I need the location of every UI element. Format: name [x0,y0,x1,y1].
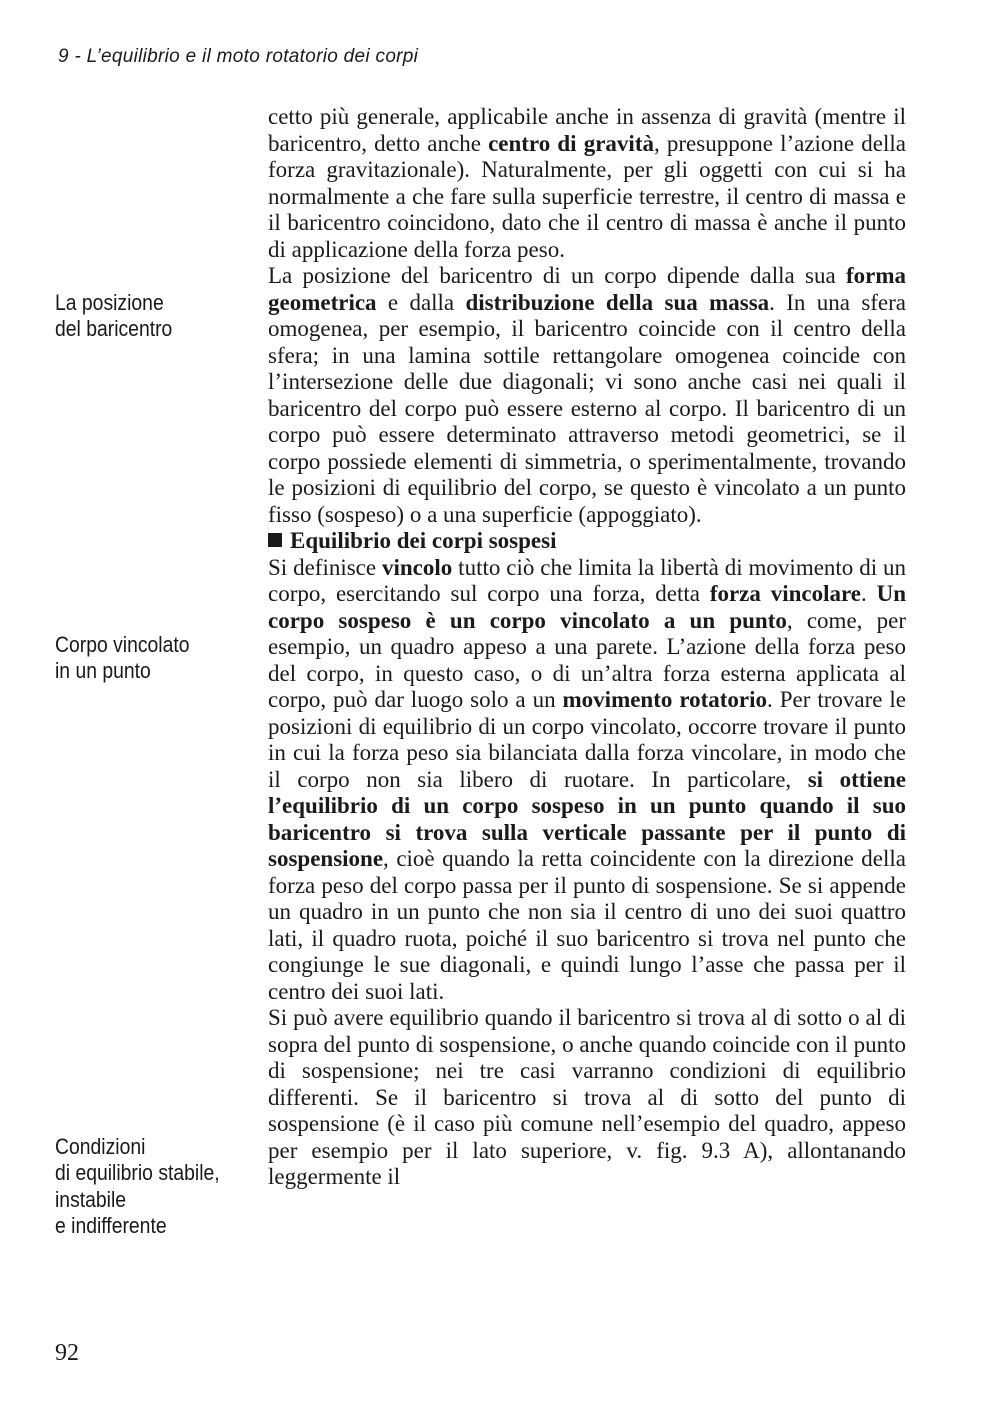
page-number: 92 [55,1340,79,1366]
margin-note-line: Condizioni [55,1134,146,1159]
paragraph-suspended: Si definisce vincolo tutto ciò che limita la libertà di movimento di un corpo, esercitando sul corpo una forza, detta forza vincolare. Un corpo sospeso è un corpo vincolato a un punto, come, per esempio, un quadro appeso a una parete. L’azione della forza peso del corpo, in questo caso, o di un’altra forza esterna applicata al corpo, può dar luogo solo a un movimento rotatorio. Per trovare le posizioni di equilibrio di un corpo vincolato, occorre trovare il punto in cui la forza peso sia bilanciata dalla forza vincolare, in modo che il corpo non sia libero di ruotare. In particolare, si ottiene l’equilibrio di un corpo sospeso in un punto quando il suo baricentro si trova sulla verticale passante per il punto di sospensione, cioè quando la retta coincidente con la direzione della forza peso del corpo passa per il punto di sospensione. Se si appende un quadro in un punto che non sia il centro di uno dei suoi quattro lati, il quadro ruota, poiché il suo baricentro si trova nel punto che congiunge le sue diagonali, e quindi lungo l’asse che passa per il centro dei suoi lati. [268,554,907,1004]
margin-note-line: di equilibrio stabile, [55,1160,220,1186]
section-heading: Equilibrio dei corpi sospesi [268,528,906,555]
square-bullet-icon [268,533,282,547]
running-header: 9 - L’equilibrio e il moto rotatorio dei corpi [58,46,419,67]
margin-note-line: La posizione [55,290,164,315]
margin-note-line: in un punto [55,658,151,684]
paragraph-position: La posizione del baricentro di un corpo dipende dalla sua forma geometrica e dalla distribuzione della sua massa. In una sfera omogenea, per esempio, il baricentro coincide con il centro della sfera; in una lamina sottile rettangolare omogenea coincide con l’intersezione delle due diagonali; vi sono anche casi nei quali il baricentro del corpo può essere esterno al corpo. Il baricentro di un corpo può essere determinato attraverso metodi geometrici, se il corpo possiede elementi di simmetria, o sperimentalmente, trovando le posizioni di equilibrio del corpo, se questo è vincolato a un punto fisso (sospeso) o a una superficie (appoggiato). [268,263,907,527]
margin-note-line: e indifferente [55,1213,167,1239]
paragraph-conditions: Si può avere equilibrio quando il baricentro si trova al di sotto o al di sopra del punto di sospensione, o anche quando coincide con il punto di sospensione; nei tre casi varranno condizioni di equilibrio differenti. Se il baricentro si trova al di sotto del punto di sospensione (è il caso più comune nell’esempio del quadro, appeso per esempio per il lato superiore, v. fig. 9.3 A), allontanando leggermente il [268,1005,906,1189]
margin-note-line: instabile [55,1186,127,1212]
margin-note-conditions [55,1134,231,1240]
margin-note-line: Corpo vincolato [55,632,190,657]
margin-note-position [55,290,231,343]
body-text [268,104,906,1191]
paragraph-continuation: cetto più generale, applicabile anche in assenza di gravità (mentre il baricentro, detto anche centro di gravità, presuppone l’azione della forza gravitazionale). Naturalmente, per gli oggetti con cui si ha normalmente a che fare sulla superficie terrestre, il centro di massa e il baricentro coincidono, dato che il centro di massa è anche il punto di applicazione della forza peso. [268,104,906,262]
margin-note-line: del baricentro [55,316,173,342]
margin-note-point [55,632,231,685]
